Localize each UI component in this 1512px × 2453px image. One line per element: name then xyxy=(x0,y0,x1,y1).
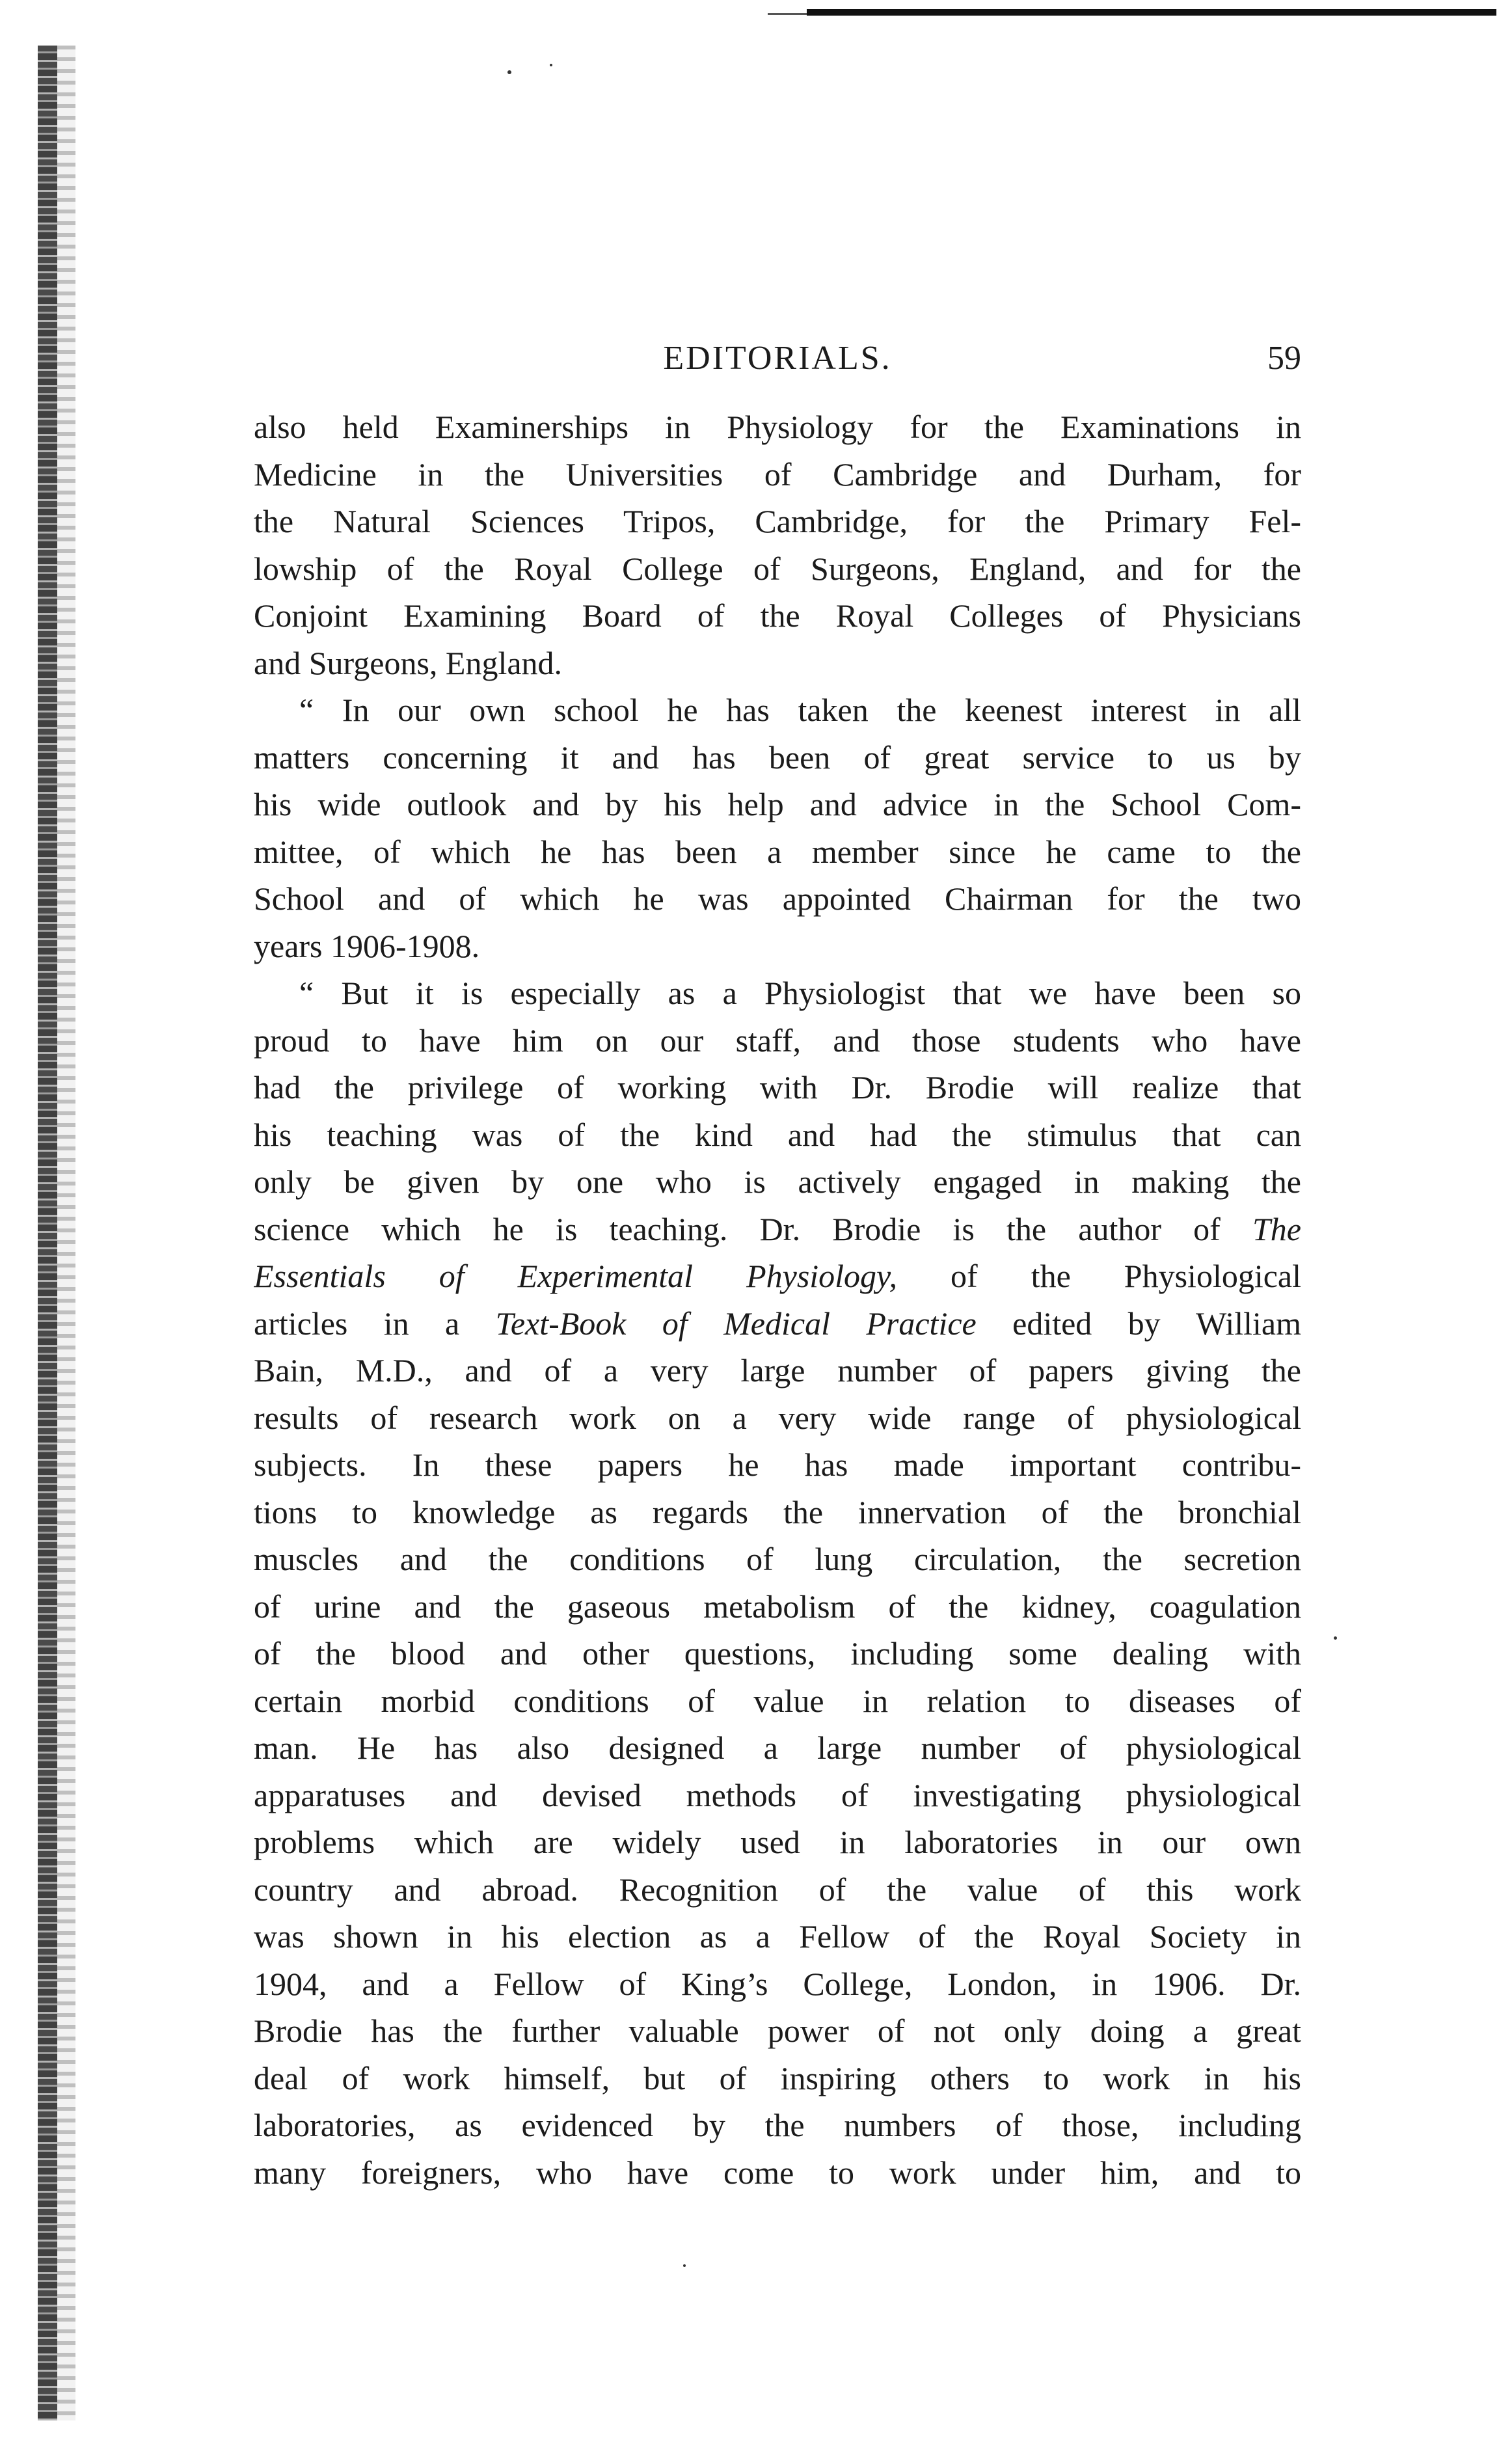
text-line: also held Examinerships in Physiology for the Examinations in xyxy=(254,409,1301,445)
text-line: apparatuses and devised methods of investigating physiological xyxy=(254,1776,1301,1813)
text-line: mittee, of which he has been a member since he came to the xyxy=(254,833,1301,870)
text-line: proud to have him on our staff, and those students who have xyxy=(254,1022,1301,1059)
scan-speck xyxy=(1334,1636,1337,1640)
running-title: EDITORIALS. xyxy=(663,340,892,377)
text-line: matters concerning it and has been of great service to us by xyxy=(254,739,1301,776)
text-line: articles in a Text-Book of Medical Practice edited by William xyxy=(254,1305,1301,1342)
text-line: only be given by one who is actively engaged in making the xyxy=(254,1163,1301,1200)
text-line: was shown in his election as a Fellow of the Royal Society in xyxy=(254,1918,1301,1955)
text-line: had the privilege of working with Dr. Brodie will realize that xyxy=(254,1069,1301,1105)
page-number: 59 xyxy=(1267,340,1301,377)
text-line: lowship of the Royal College of Surgeons, England, and for the xyxy=(254,550,1301,587)
text-line: “ But it is especially as a Physiologist that we have been so xyxy=(299,975,1301,1011)
scan-binding-shadow xyxy=(57,46,75,2420)
text-line: his wide outlook and by his help and advice in the School Com- xyxy=(254,786,1301,822)
running-header xyxy=(254,336,1301,381)
text-line: many foreigners, who have come to work under him, and to xyxy=(254,2154,1301,2191)
text-line: man. He has also designed a large number of physiological xyxy=(254,1729,1301,1766)
scan-speck xyxy=(507,70,511,74)
text-line: tions to knowledge as regards the innervation of the bronchial xyxy=(254,1493,1301,1530)
text-line: deal of work himself, but of inspiring others to work in his xyxy=(254,2059,1301,2096)
scan-binding-edge xyxy=(38,46,57,2420)
scan-border-line xyxy=(807,9,1496,16)
text-line: problems which are widely used in laboratories in our own xyxy=(254,1824,1301,1860)
text-line: Medicine in the Universities of Cambridge and Durham, for xyxy=(254,455,1301,493)
scan-speck xyxy=(683,2264,686,2267)
text-line: Essentials of Experimental Physiology, of the Physiological xyxy=(254,1258,1301,1294)
text-line: of urine and the gaseous metabolism of the kidney, coagulation xyxy=(254,1588,1301,1625)
body-text xyxy=(254,403,1301,2196)
text-line: subjects. In these papers he has made important contribu- xyxy=(254,1446,1301,1483)
scan-speck xyxy=(550,64,552,66)
text-line: muscles and the conditions of lung circulation, the secretion xyxy=(254,1541,1301,1577)
text-line: Brodie has the further valuable power of not only doing a great xyxy=(254,2013,1301,2049)
text-line: results of research work on a very wide range of physiological xyxy=(254,1399,1301,1436)
text-line: Conjoint Examining Board of the Royal Colleges of Physicians xyxy=(254,597,1301,634)
text-line: “ In our own school he has taken the keenest interest in all xyxy=(299,692,1301,728)
text-line: Bain, M.D., and of a very large number of papers giving the xyxy=(254,1352,1301,1389)
text-line: country and abroad. Recognition of the value of this work xyxy=(254,1871,1301,1908)
text-line: 1904, and a Fellow of King’s College, London, in 1906. Dr. xyxy=(254,1965,1301,2002)
text-line: certain morbid conditions of value in relation to diseases of xyxy=(254,1682,1301,1719)
text-line: the Natural Sciences Tripos, Cambridge, for the Primary Fel- xyxy=(254,503,1301,539)
text-line: science which he is teaching. Dr. Brodie is the author of The xyxy=(254,1210,1301,1247)
text-line: and Surgeons, England. xyxy=(254,644,563,681)
text-line: School and of which he was appointed Chairman for the two xyxy=(254,880,1301,917)
text-line: of the blood and other questions, including some dealing with xyxy=(254,1635,1301,1672)
text-line: years 1906-1908. xyxy=(254,927,480,964)
text-line: his teaching was of the kind and had the stimulus that can xyxy=(254,1116,1301,1153)
text-line: laboratories, as evidenced by the numbers of those, including xyxy=(254,2107,1301,2143)
